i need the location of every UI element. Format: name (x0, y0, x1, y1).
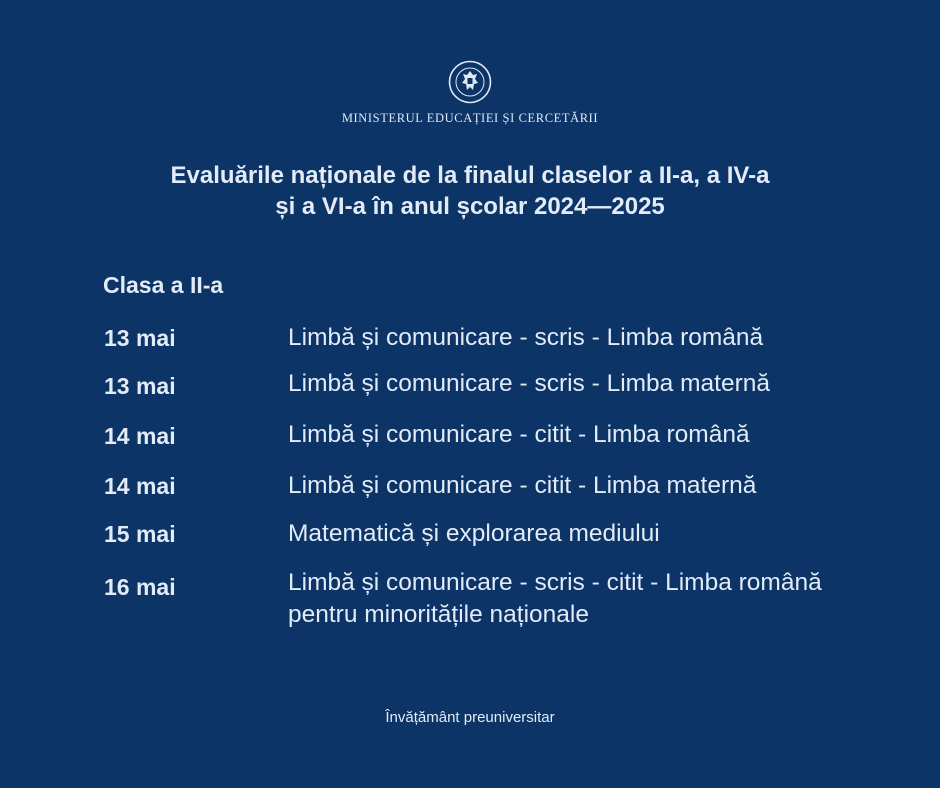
romanian-government-seal-icon (448, 60, 492, 104)
schedule-date: 13 mai (104, 373, 176, 399)
title-line-2: și a VI-a în anul școlar 2024—2025 (275, 193, 665, 220)
ministry-name: MINISTERUL EDUCAȚIEI ȘI CERCETĂRII (341, 111, 599, 125)
schedule-date: 16 mai (104, 574, 176, 600)
schedule-subject: Matematică și explorarea mediului (288, 520, 660, 547)
schedule-subject: Limbă și comunicare - scris - citit - Limba română pentru minoritățile naționale (288, 569, 822, 628)
title-line-1: Evaluările naționale de la finalul claselor a II-a, a IV-a (170, 162, 770, 189)
footer-label: Învățământ preuniversitar (385, 709, 555, 726)
schedule-date: 14 mai (104, 423, 176, 449)
schedule-subject: Limbă și comunicare - scris - Limba maternă (288, 370, 770, 397)
schedule-subject: Limbă și comunicare - citit - Limba maternă (288, 472, 757, 499)
page-title (0, 160, 940, 222)
schedule-subject: Limbă și comunicare - scris - Limba română (288, 324, 764, 351)
section-heading: Clasa a II-a (103, 272, 224, 298)
schedule-date: 15 mai (104, 521, 176, 547)
schedule-date: 14 mai (104, 473, 176, 499)
schedule-subject: Limbă și comunicare - citit - Limba română (288, 421, 750, 448)
schedule-date: 13 mai (104, 325, 176, 351)
